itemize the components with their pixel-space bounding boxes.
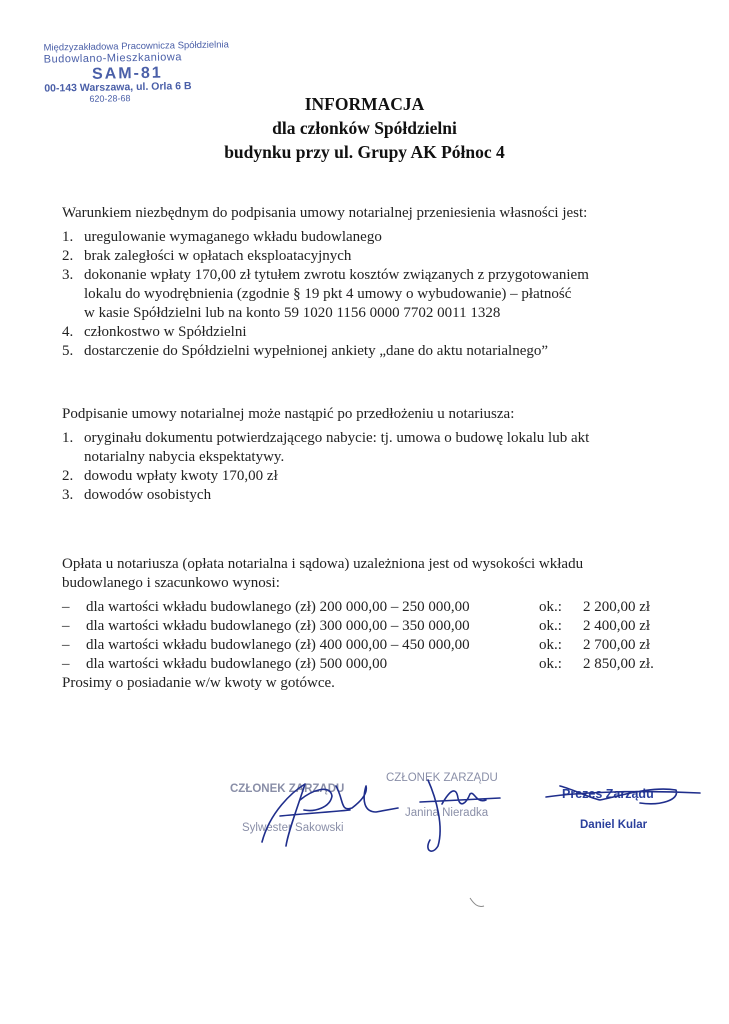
item-text: członkostwo w Spółdzielni: [84, 324, 247, 340]
item-text: uregulowanie wymaganego wkładu budowlanego: [84, 229, 382, 245]
stamp-line-4: 00-143 Warszawa, ul. Orla 6 B: [44, 80, 192, 95]
item-text-line: dokonanie wpłaty 170,00 zł tytułem zwrotu kosztów związanych z przygotowaniem: [84, 267, 589, 283]
signature-2-name: Janina Nieradka: [405, 807, 489, 819]
signature-3-role: Prezes Zarządu: [562, 787, 654, 801]
item-number: 1.: [62, 229, 74, 245]
signature-3-scribble: [546, 786, 700, 804]
dash: –: [62, 656, 70, 672]
item-number: 5.: [62, 343, 74, 359]
title-main: INFORMACJA: [304, 94, 425, 114]
stamp-line-2: Budowlano-Mieszkaniowa: [43, 51, 183, 67]
item-number: 1.: [62, 430, 74, 446]
item-number: 3.: [62, 267, 74, 283]
fee-amount: 2 700,00 zł: [583, 637, 651, 653]
stamp-line-3: SAM-81: [91, 64, 163, 83]
signature-2-role: CZŁONEK ZARZĄDU: [386, 772, 498, 784]
fees-intro-line-2: budowlanego i szacunkowo wynosi:: [62, 575, 280, 591]
fee-amount: 2 200,00 zł: [583, 599, 651, 615]
signature-1-name: Sylwester Sakowski: [242, 822, 344, 834]
fee-description: dla wartości wkładu budowlanego (zł) 400 000,00 – 450 000,00: [86, 637, 470, 653]
fee-amount: 2 400,00 zł: [583, 618, 651, 634]
item-number: 2.: [62, 468, 74, 484]
fee-approx: ok.:: [539, 656, 562, 672]
ink-mark: [470, 898, 484, 907]
stamp-line-5: 620-28-68: [89, 92, 131, 104]
item-text-line: oryginału dokumentu potwierdzającego nabycie: tj. umowa o budowę lokalu lub akt: [84, 430, 590, 446]
item-text: dowodów osobistych: [84, 487, 212, 503]
fee-description: dla wartości wkładu budowlanego (zł) 500 000,00: [86, 656, 388, 672]
dash: –: [62, 599, 70, 615]
item-number: 3.: [62, 487, 74, 503]
fee-approx: ok.:: [539, 618, 562, 634]
signature-1-role: CZŁONEK ZARZĄDU: [230, 783, 345, 795]
closing-note: Prosimy o posiadanie w/w kwoty w gotówce.: [62, 675, 335, 691]
stamp-line-1: Międzyzakładowa Pracownicza Spółdzielnia: [43, 39, 229, 54]
item-number: 4.: [62, 324, 74, 340]
notary-intro: Podpisanie umowy notarialnej może nastąpić po przedłożeniu u notariusza:: [62, 406, 515, 422]
title-sub-1: dla członków Spółdzielni: [272, 118, 457, 138]
signature-1-scribble: [262, 784, 398, 846]
fee-approx: ok.:: [539, 599, 562, 615]
fees-intro-line-1: Opłata u notariusza (opłata notarialna i sądowa) uzależniona jest od wysokości wkładu: [62, 556, 584, 572]
dash: –: [62, 637, 70, 653]
fee-approx: ok.:: [539, 637, 562, 653]
item-text-line: w kasie Spółdzielni lub na konto 59 1020 1156 0000 7702 0011 1328: [84, 305, 501, 321]
fee-description: dla wartości wkładu budowlanego (zł) 200 000,00 – 250 000,00: [86, 599, 470, 615]
signature-2-scribble: [420, 780, 500, 851]
signature-3-name: Daniel Kular: [580, 819, 648, 831]
fee-description: dla wartości wkładu budowlanego (zł) 300 000,00 – 350 000,00: [86, 618, 470, 634]
title-sub-2: budynku przy ul. Grupy AK Północ 4: [224, 142, 505, 162]
item-text-line: lokalu do wyodrębnienia (zgodnie § 19 pkt 4 umowy o wybudowanie) – płatność: [84, 286, 572, 302]
item-text: dowodu wpłaty kwoty 170,00 zł: [84, 468, 278, 484]
item-text-line: notarialny nabycia ekspektatywy.: [84, 449, 285, 465]
requirements-intro: Warunkiem niezbędnym do podpisania umowy notarialnej przeniesienia własności jest:: [62, 205, 588, 221]
fee-amount: 2 850,00 zł.: [583, 656, 654, 672]
item-number: 2.: [62, 248, 74, 264]
item-text: dostarczenie do Spółdzielni wypełnionej ankiety „dane do aktu notarialnego”: [84, 343, 549, 359]
dash: –: [62, 618, 70, 634]
item-text: brak zaległości w opłatach eksploatacyjnych: [84, 248, 352, 264]
